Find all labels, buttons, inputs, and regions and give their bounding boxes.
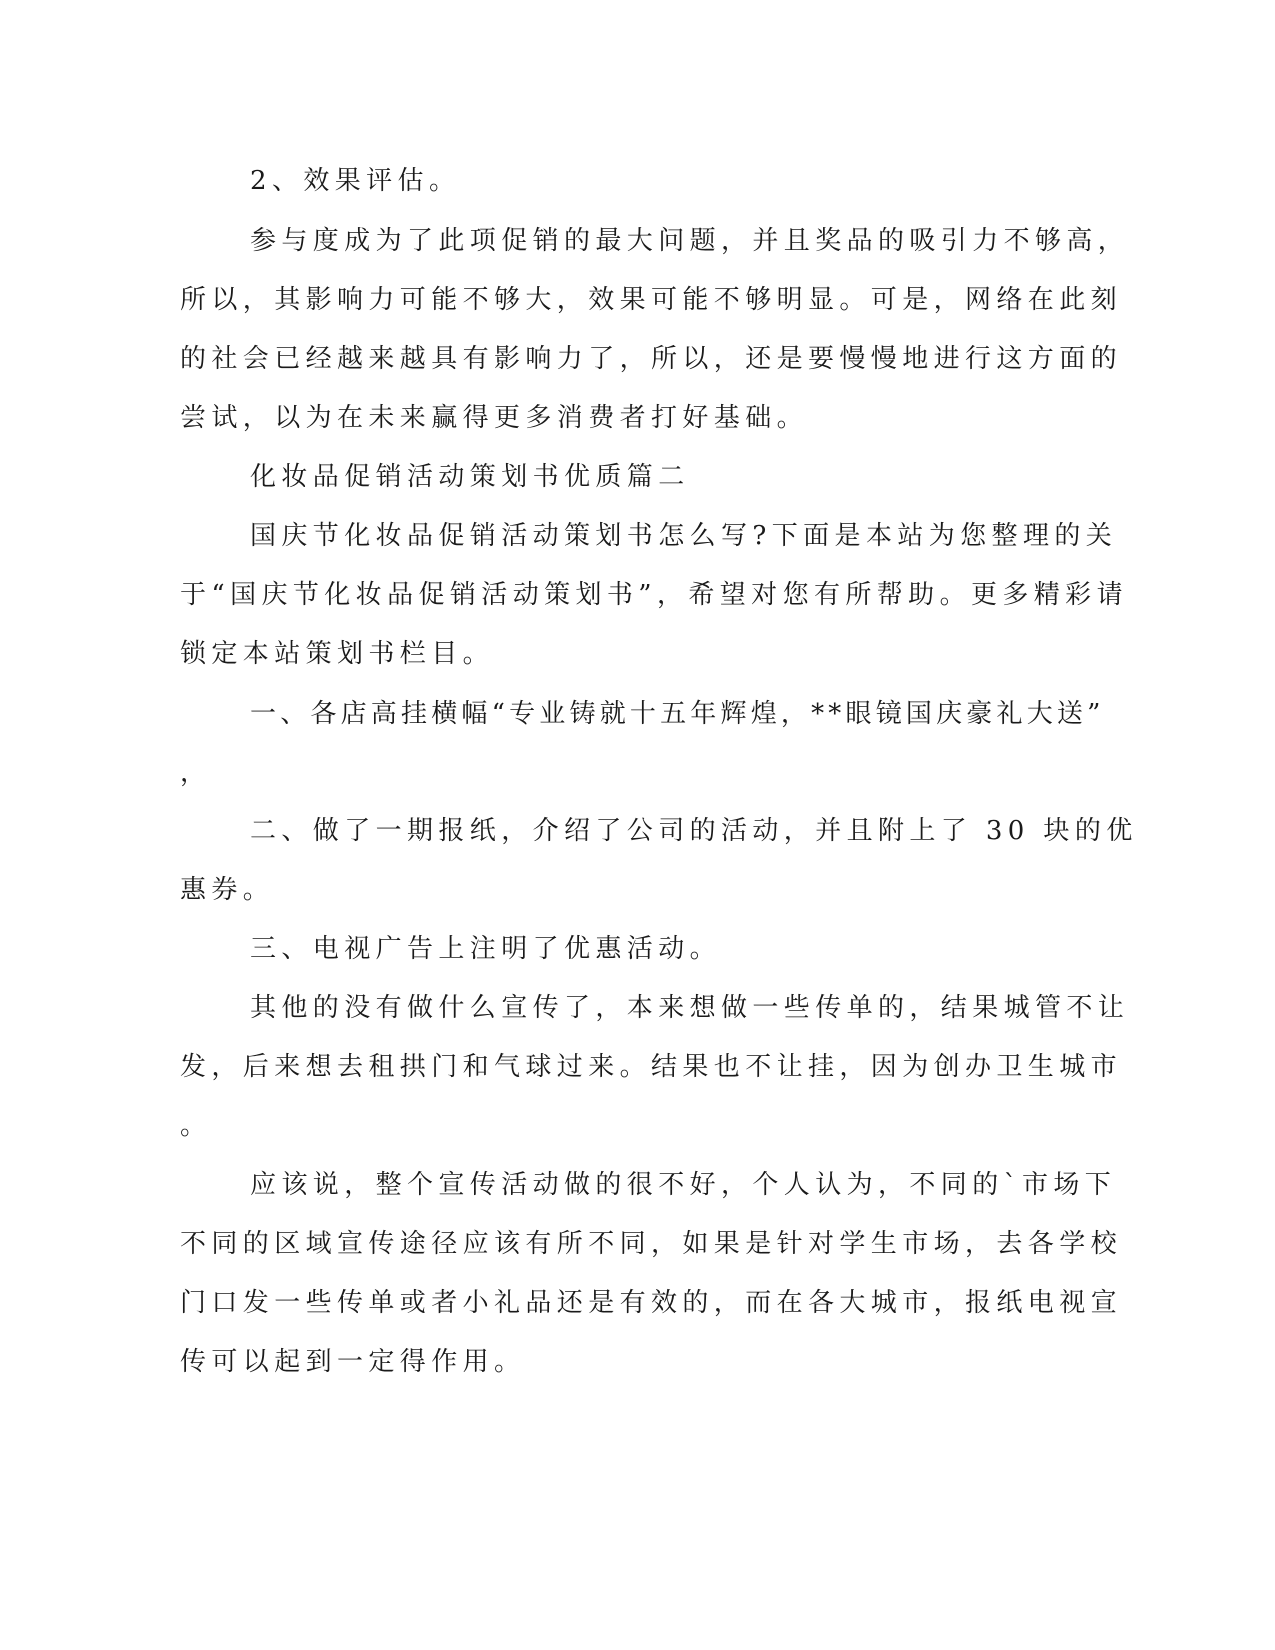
intro-para-line-3: 锁定本站策划书栏目。 bbox=[180, 639, 495, 669]
intro-para-line-2: 于“国庆节化妆品促销活动策划书”，希望对您有所帮助。更多精彩请 bbox=[180, 580, 1128, 610]
conclusion-para-line-4: 传可以起到一定得作用。 bbox=[180, 1347, 526, 1377]
conclusion-para-line-3: 门口发一些传单或者小礼品还是有效的，而在各大城市，报纸电视宣 bbox=[180, 1288, 1123, 1318]
item-one-line-1: 一、各店高挂横幅“专业铸就十五年辉煌，**眼镜国庆豪礼大送” bbox=[250, 699, 1105, 729]
effect-para-line-1: 参与度成为了此项促销的最大问题，并且奖品的吸引力不够高， bbox=[250, 226, 1130, 256]
other-para-line-3: 。 bbox=[180, 1111, 212, 1141]
other-para-line-1: 其他的没有做什么宣传了，本来想做一些传单的，结果城管不让 bbox=[250, 993, 1130, 1023]
effect-heading: 2、效果评估。 bbox=[250, 166, 461, 196]
effect-para-line-2: 所以，其影响力可能不够大，效果可能不够明显。可是，网络在此刻 bbox=[180, 285, 1123, 315]
conclusion-para-line-2: 不同的区域宣传途径应该有所不同，如果是针对学生市场，去各学校 bbox=[180, 1229, 1123, 1259]
item-two-line-2: 惠券。 bbox=[180, 875, 275, 905]
item-three: 三、电视广告上注明了优惠活动。 bbox=[250, 934, 722, 964]
other-para-line-2: 发，后来想去租拱门和气球过来。结果也不让挂，因为创办卫生城市 bbox=[180, 1052, 1123, 1082]
item-one-line-2: ， bbox=[180, 758, 212, 788]
item-two-line-1: 二、做了一期报纸，介绍了公司的活动，并且附上了 30 块的优 bbox=[250, 816, 1138, 846]
section-title: 化妆品促销活动策划书优质篇二 bbox=[250, 462, 690, 492]
intro-para-line-1: 国庆节化妆品促销活动策划书怎么写?下面是本站为您整理的关 bbox=[250, 521, 1118, 551]
effect-para-line-3: 的社会已经越来越具有影响力了，所以，还是要慢慢地进行这方面的 bbox=[180, 344, 1123, 374]
conclusion-para-line-1: 应该说，整个宣传活动做的很不好，个人认为，不同的`市场下 bbox=[250, 1170, 1117, 1200]
effect-para-line-4: 尝试，以为在未来赢得更多消费者打好基础。 bbox=[180, 403, 809, 433]
